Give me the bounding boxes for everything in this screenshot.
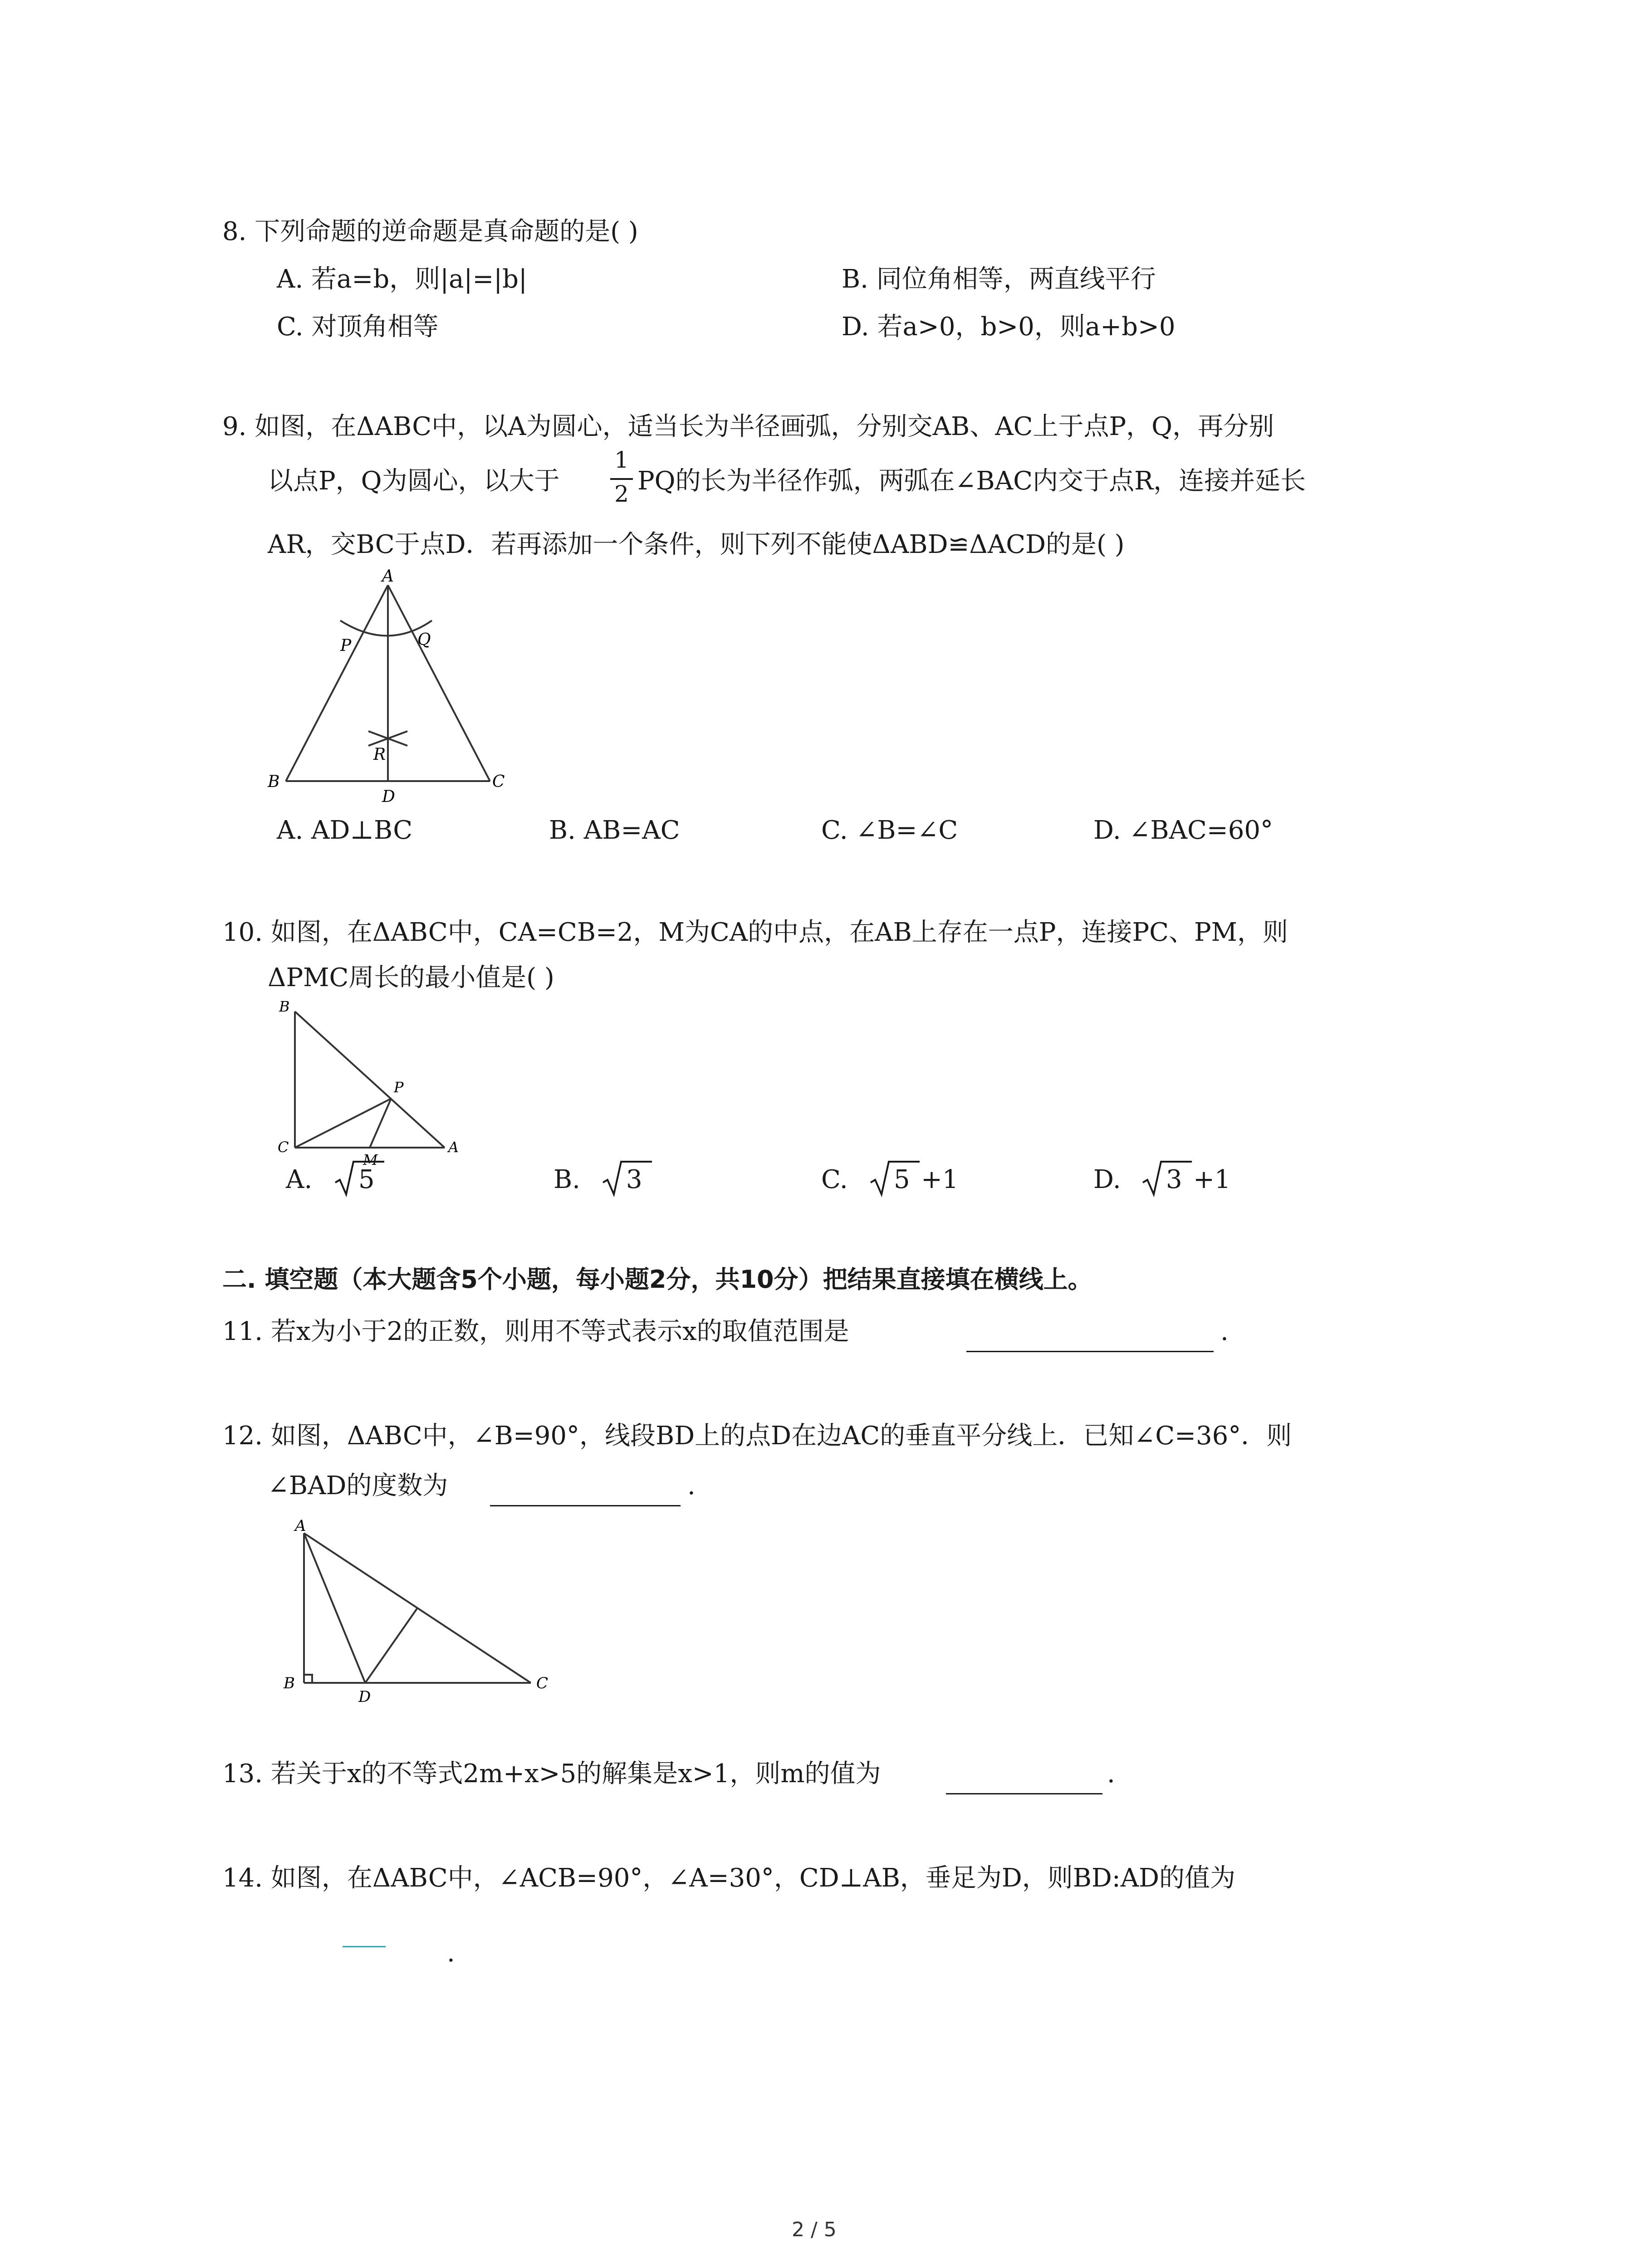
q10-segment-pc: [295, 1099, 391, 1148]
q10-option-d-prefix: D.: [1093, 1165, 1121, 1194]
q9-label-b: B: [268, 772, 280, 791]
q9-option-c: C. ∠B=∠C: [821, 816, 958, 845]
q9-label-d: D: [382, 787, 395, 806]
q9-line-3: AR，交BC于点D．若再添加一个条件，则下列不能使ΔABD≌ΔACD的是( ): [268, 530, 1125, 559]
q10-line-1: 10. 如图，在ΔABC中，CA=CB=2，M为CA的中点，在AB上存在一点P，连接PC、PM，则: [222, 918, 1288, 947]
q9-option-d: D. ∠BAC=60°: [1093, 816, 1274, 845]
q10-option-c-prefix: C.: [821, 1165, 848, 1194]
page-number: 2 / 5: [792, 2218, 837, 2241]
q9-option-b: B. AB=AC: [549, 816, 680, 845]
q14-answer-blank[interactable]: [343, 1946, 386, 1947]
q10-label-b: B: [279, 998, 290, 1015]
q9-side-ac: [388, 585, 490, 781]
q14-end: .: [447, 1938, 455, 1968]
q12-label-b: B: [284, 1674, 295, 1692]
q13-answer-blank[interactable]: [946, 1793, 1102, 1794]
q8-option-d: D. 若a>0，b>0，则a+b>0: [842, 312, 1176, 342]
q8-option-b: B. 同位角相等，两直线平行: [842, 264, 1156, 294]
q14-stem: 14. 如图，在ΔABC中，∠ACB=90°，∠A=30°，CD⊥AB，垂足为D，则BD:AD的值为: [222, 1863, 1236, 1893]
q10-label-c: C: [278, 1139, 289, 1156]
q12-segment-ad: [304, 1533, 365, 1683]
q10-label-m: M: [363, 1151, 378, 1168]
q9-option-a: A. AD⊥BC: [277, 816, 413, 845]
q9-label-a: A: [382, 567, 394, 586]
q9-frac-bar: [610, 478, 633, 480]
q10-line-2: ΔPMC周长的最小值是( ): [268, 963, 554, 992]
q11-stem: 11. 若x为小于2的正数，则用不等式表示x的取值范围是: [222, 1317, 849, 1346]
q9-label-q: Q: [417, 631, 431, 649]
q12-label-d: D: [358, 1688, 371, 1706]
q9-frac-numerator: 1: [614, 447, 629, 473]
q10-option-d-radicand: 3: [1166, 1165, 1182, 1194]
q9-label-c: C: [492, 772, 505, 791]
q9-side-ab: [286, 585, 388, 781]
q10-option-b-radicand: 3: [626, 1165, 642, 1194]
q11-end: .: [1220, 1317, 1229, 1346]
q12-label-c: C: [536, 1674, 549, 1692]
q8-option-c: C. 对顶角相等: [277, 312, 439, 342]
q12-end: .: [687, 1471, 696, 1501]
q10-option-c-radicand: 5: [894, 1165, 910, 1194]
q12-line-2: ∠BAD的度数为: [268, 1471, 448, 1501]
q10-segment-pm: [370, 1099, 391, 1148]
q8-stem: 8. 下列命题的逆命题是真命题的是( ): [222, 217, 638, 246]
q10-label-a: A: [448, 1139, 459, 1156]
q9-label-r: R: [373, 745, 386, 764]
q9-line-1: 9. 如图，在ΔABC中，以A为圆心，适当长为半径画弧，分别交AB、AC上于点P，Q，再分别: [222, 412, 1274, 441]
q10-option-b-prefix: B.: [554, 1165, 580, 1194]
q8-option-a: A. 若a=b，则|a|=|b|: [277, 264, 527, 294]
q12-line-1: 12. 如图，ΔABC中，∠B=90°，线段BD上的点D在边AC的垂直平分线上．已知∠C=36°．则: [222, 1421, 1292, 1451]
q12-triangle-figure: [277, 1515, 567, 1715]
q12-perp-bisector: [365, 1608, 417, 1683]
q10-option-a-prefix: A.: [286, 1165, 313, 1194]
q10-option-c-tail: +1: [921, 1165, 959, 1194]
q9-line-2-pre: 以点P，Q为圆心，以大于: [268, 466, 560, 496]
section-2-heading: 二. 填空题（本大题含5个小题，每小题2分，共10分）把结果直接填在横线上。: [222, 1265, 1092, 1294]
q10-option-d-tail: +1: [1193, 1165, 1231, 1194]
q10-triangle-figure: [272, 998, 472, 1170]
q9-triangle-figure: [263, 567, 517, 807]
q9-label-p: P: [340, 636, 352, 655]
q10-option-a-radicand: 5: [358, 1165, 375, 1194]
q10-side-ab: [295, 1012, 445, 1148]
q13-end: .: [1107, 1759, 1115, 1789]
q10-label-p: P: [394, 1079, 404, 1096]
q9-line-2-post: PQ的长为半径作弧，两弧在∠BAC内交于点R，连接并延长: [637, 466, 1306, 496]
q12-answer-blank[interactable]: [490, 1505, 681, 1506]
q12-label-a: A: [295, 1517, 306, 1535]
q13-stem: 13. 若关于x的不等式2m+x>5的解集是x>1，则m的值为: [222, 1759, 881, 1789]
q9-frac-denominator: 2: [614, 481, 629, 507]
q12-right-angle-mark: [304, 1675, 312, 1683]
q11-answer-blank[interactable]: [966, 1351, 1214, 1352]
